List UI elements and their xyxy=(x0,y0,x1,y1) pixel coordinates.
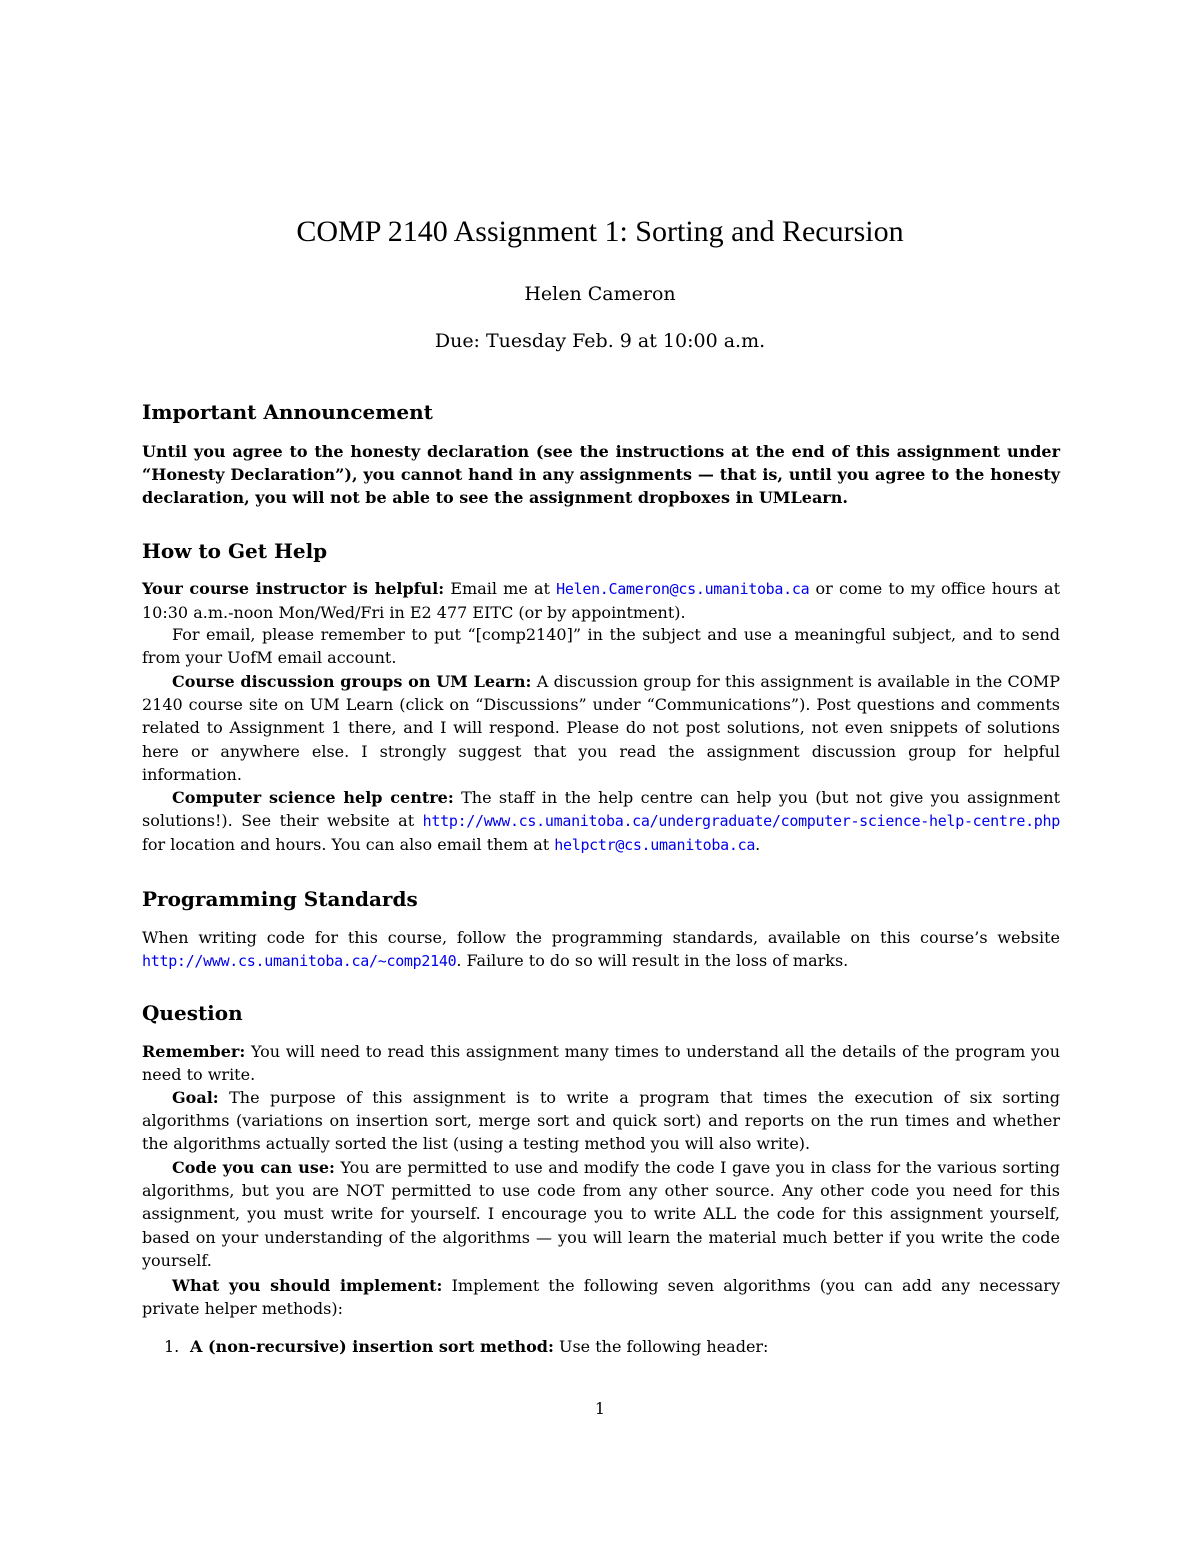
list-item xyxy=(164,1335,768,1358)
announcement-text: Until you agree to the honesty declaration (see the instructions at the end of this assignment under “Honesty Declaration”), you cannot hand in any assignments — that is, until you agree to the honesty declaration, you will not be able to see the assignment dropboxes in UMLearn. xyxy=(142,442,1060,508)
help-discussion-text: A discussion group for this assignment is available in the COMP 2140 course site on UM Learn (click on “Discussions” under “Communications”). Post questions and comments related to Assignment 1 there, and I will respond. Please do not post solutions, not even snippets of solutions here or anywhere else. I strongly suggest that you read the assignment discussion group for helpful information. xyxy=(142,672,1061,784)
question-code-lead: Code you can use: xyxy=(172,1158,335,1177)
question-paragraph-goal xyxy=(142,1086,1060,1156)
help-instructor-text-a: Email me at xyxy=(444,579,557,598)
question-goal-lead: Goal: xyxy=(172,1088,219,1107)
page-number: 1 xyxy=(594,1399,606,1418)
document-title: COMP 2140 Assignment 1: Sorting and Recursion xyxy=(296,215,904,248)
help-centre-lead: Computer science help centre: xyxy=(172,788,454,807)
standards-text-a: When writing code for this course, follow the programming standards, available on this course’s website xyxy=(142,928,1060,947)
help-instructor-lead: Your course instructor is helpful: xyxy=(142,579,445,598)
help-centre-text-b: for location and hours. You can also email them at xyxy=(142,835,555,855)
question-remember-lead: Remember: xyxy=(142,1042,246,1061)
help-centre-email-link[interactable]: helpctr@cs.umanitoba.ca xyxy=(554,836,756,855)
standards-paragraph xyxy=(142,926,1060,973)
section-heading-standards: Programming Standards xyxy=(142,887,418,911)
question-paragraph-remember xyxy=(142,1040,1060,1086)
question-implement-lead: What you should implement: xyxy=(172,1276,443,1295)
help-instructor-text-b: or come to my office hours at 10:30 a.m.-noon Mon/Wed/Fri in E2 477 EITC (or by appointment). xyxy=(142,579,1061,623)
list-item-number: 1. xyxy=(164,1337,180,1356)
document-author: Helen Cameron xyxy=(524,283,676,305)
help-centre-text-c: . xyxy=(755,835,761,855)
section-heading-announcement: Important Announcement xyxy=(142,400,433,424)
question-implement-text: Implement the following seven algorithms (you can add any necessary private helper methods): xyxy=(142,1276,1060,1319)
list-item-text: Use the following header: xyxy=(553,1337,769,1356)
section-heading-help: How to Get Help xyxy=(142,539,328,563)
help-paragraph-discussion xyxy=(142,670,1060,786)
section-heading-question: Question xyxy=(142,1001,243,1025)
help-paragraph-instructor xyxy=(142,577,1060,624)
instructor-email-link[interactable]: Helen.Cameron@cs.umanitoba.ca xyxy=(556,580,810,598)
standards-text-b: . Failure to do so will result in the loss of marks. xyxy=(456,951,849,971)
question-remember-text: You will need to read this assignment many times to understand all the details of the program you need to write. xyxy=(142,1042,1060,1085)
course-website-link[interactable]: http://www.cs.umanitoba.ca/~comp2140 xyxy=(142,952,457,971)
due-date: Due: Tuesday Feb. 9 at 10:00 a.m. xyxy=(434,330,766,352)
question-code-text: You are permitted to use and modify the code I gave you in class for the various sorting algorithms, but you are NOT permitted to use code from any other source. Any other code you need for this assignment, you must write for yourself. I encourage you to write ALL the code for this assignment yourself, based on your understanding of the algorithms — you will learn the material much better if you write the code yourself. xyxy=(142,1158,1061,1270)
question-paragraph-code xyxy=(142,1156,1060,1272)
list-item-lead: A (non-recursive) insertion sort method: xyxy=(190,1337,554,1356)
help-paragraph-help-centre xyxy=(142,786,1060,858)
question-paragraph-implement xyxy=(142,1274,1060,1320)
question-goal-text: The purpose of this assignment is to write a program that times the execution of six sorting algorithms (variations on insertion sort, merge sort and quick sort) and reports on the run times and whether the algorithms actually sorted the list (using a testing method you will also write). xyxy=(142,1088,1060,1154)
help-discussion-lead: Course discussion groups on UM Learn: xyxy=(172,672,532,691)
help-centre-text-a: The staff in the help centre can help you (but not give you assignment solutions!). See their website at xyxy=(142,788,1061,831)
help-paragraph-email: For email, please remember to put “[comp2140]” in the subject and use a meaningful subject, and to send from your UofM email account. xyxy=(142,625,1060,668)
help-centre-website-link[interactable]: http://www.cs.umanitoba.ca/undergraduate/computer-science-help-centre.php xyxy=(422,812,1060,831)
